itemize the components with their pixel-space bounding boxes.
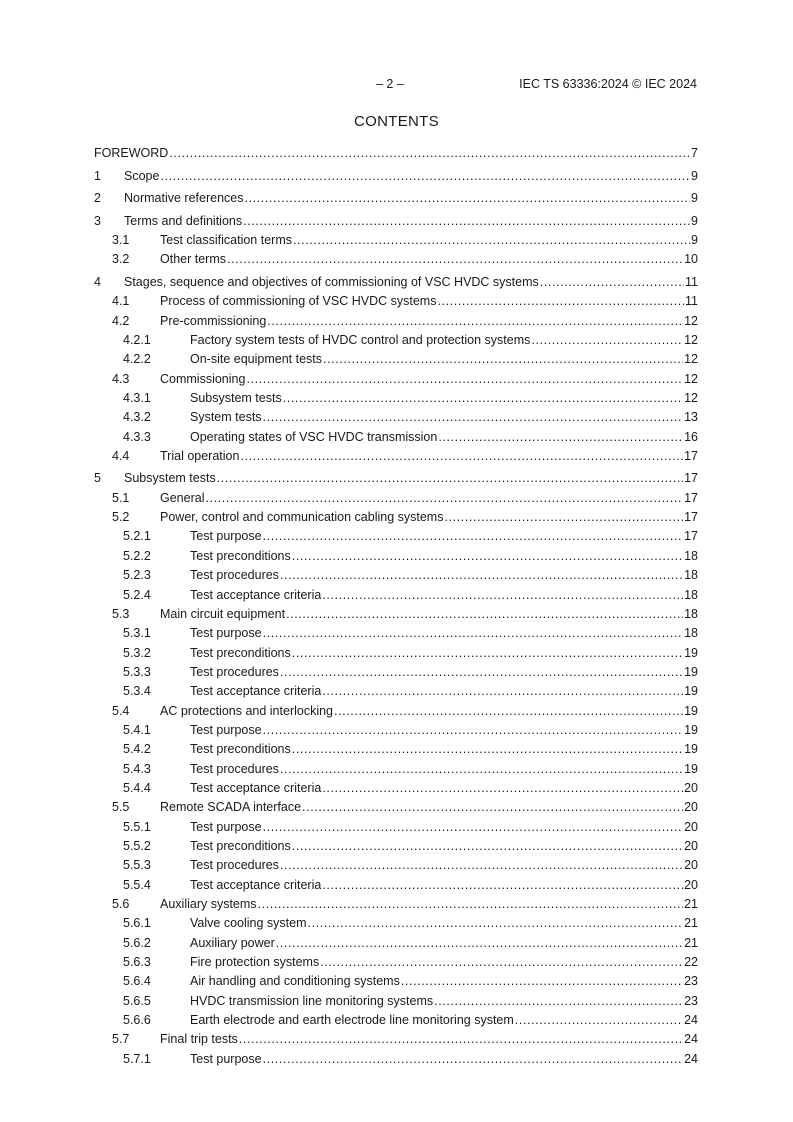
dot-leader	[322, 683, 683, 699]
toc-entry[interactable]	[94, 780, 698, 799]
toc-entry-number: 5.1	[112, 490, 130, 505]
dot-leader	[227, 251, 683, 267]
toc-entry-page[interactable]: 13	[684, 410, 698, 425]
dot-leader	[323, 351, 683, 367]
toc-entry-page[interactable]: 19	[684, 761, 698, 776]
toc-entry-title[interactable]: Test purpose	[190, 529, 262, 544]
toc-entry[interactable]	[94, 448, 698, 467]
toc-entry-number: 5.6.4	[123, 974, 151, 989]
toc-entry[interactable]	[94, 429, 698, 448]
toc-entry-number: 5.5.4	[123, 877, 151, 892]
toc-entry[interactable]	[94, 722, 698, 741]
toc-entry[interactable]	[94, 145, 698, 164]
toc-entry-title[interactable]: System tests	[190, 410, 262, 425]
dot-leader	[531, 332, 683, 348]
toc-entry-page[interactable]: 17	[684, 510, 698, 525]
dot-leader	[286, 606, 683, 622]
dot-leader	[334, 703, 683, 719]
toc-entry[interactable]	[94, 954, 698, 973]
toc-entry-page[interactable]: 19	[684, 742, 698, 757]
dot-leader	[293, 232, 690, 248]
toc-entry-page[interactable]: 20	[684, 838, 698, 853]
dot-leader	[437, 293, 684, 309]
toc-entry-title[interactable]: Test procedures	[190, 761, 279, 776]
toc-entry-title[interactable]: Test preconditions	[190, 742, 291, 757]
toc-entry[interactable]	[94, 1031, 698, 1050]
dot-leader	[169, 145, 690, 161]
toc-entry-number: 5.5.2	[123, 838, 151, 853]
dot-leader	[280, 857, 683, 873]
dot-leader	[243, 213, 690, 229]
standard-reference: IEC TS 63336:2024 © IEC 2024	[519, 77, 697, 91]
toc-entry-number: 5.4.2	[123, 742, 151, 757]
toc-entry-page[interactable]: 20	[684, 877, 698, 892]
toc-entry-title[interactable]: Test classification terms	[160, 232, 292, 247]
toc-entry[interactable]	[94, 915, 698, 934]
toc-entry-page[interactable]: 9	[691, 191, 698, 206]
toc-entry-title[interactable]: Auxiliary systems	[160, 897, 257, 911]
toc-entry-page[interactable]: 23	[684, 993, 698, 1008]
toc-entry[interactable]	[94, 293, 698, 312]
dot-leader	[245, 190, 691, 206]
toc-entry[interactable]	[94, 877, 698, 896]
toc-entry[interactable]	[94, 761, 698, 780]
toc-entry-page[interactable]: 9	[691, 232, 698, 247]
toc-entry[interactable]	[94, 935, 698, 954]
dot-leader	[263, 409, 684, 425]
toc-entry-title[interactable]: Operating states of VSC HVDC transmission	[190, 429, 438, 444]
toc-entry-title[interactable]: Main circuit equipment	[160, 606, 286, 621]
toc-entry-page[interactable]: 20	[684, 819, 698, 834]
toc-entry-number: 3.1	[112, 232, 130, 247]
toc-entry[interactable]	[94, 587, 698, 606]
dot-leader	[239, 1031, 683, 1047]
dot-leader	[401, 973, 683, 989]
toc-entry-number: 4.2	[112, 313, 130, 328]
toc-entry-page[interactable]: 19	[684, 703, 698, 718]
toc-entry-title[interactable]: Test preconditions	[190, 548, 291, 563]
toc-entry-page[interactable]: 20	[684, 800, 698, 815]
dot-leader	[263, 625, 684, 641]
dot-leader	[240, 448, 683, 464]
toc-entry[interactable]	[94, 819, 698, 838]
toc-entry-title[interactable]: Scope	[124, 168, 160, 183]
toc-entry-number: 2	[94, 191, 101, 206]
toc-entry-title[interactable]: General	[160, 490, 205, 505]
toc-entry-page[interactable]: 12	[684, 352, 698, 367]
toc-entry-page[interactable]: 12	[684, 390, 698, 405]
toc-entry-number: 4.3	[112, 371, 130, 386]
toc-entry-number: 5.5	[112, 800, 130, 815]
toc-entry-page[interactable]: 18	[684, 626, 698, 641]
toc-entry[interactable]	[94, 838, 698, 857]
toc-entry-number: 1	[94, 168, 101, 183]
toc-entry-title[interactable]: Test purpose	[190, 1051, 262, 1066]
toc-entry-page[interactable]: 17	[684, 471, 698, 486]
toc-entry[interactable]	[94, 973, 698, 992]
toc-entry-page[interactable]: 24	[684, 1032, 698, 1047]
toc-entry-page[interactable]: 9	[691, 213, 698, 228]
toc-entry[interactable]	[94, 332, 698, 351]
dot-leader	[292, 548, 683, 564]
dot-leader	[438, 429, 683, 445]
toc-entry-number: 3.2	[112, 252, 130, 267]
toc-entry-page[interactable]: 21	[684, 935, 698, 950]
toc-entry-title[interactable]: Auxiliary power	[190, 935, 275, 950]
toc-entry-number: 4.4	[112, 448, 130, 463]
toc-entry-number: 4.3.3	[123, 429, 151, 444]
toc-entry[interactable]	[94, 274, 698, 293]
toc-entry-page[interactable]: 24	[684, 1013, 698, 1028]
toc-entry-title[interactable]: Air handling and conditioning systems	[190, 974, 400, 989]
toc-entry[interactable]	[94, 409, 698, 428]
toc-entry[interactable]	[94, 1051, 698, 1070]
toc-entry[interactable]	[94, 313, 698, 332]
toc-entry-title[interactable]: Subsystem tests	[190, 390, 282, 405]
toc-entry-title[interactable]: Other terms	[160, 252, 226, 267]
toc-entry-title[interactable]: Test purpose	[190, 626, 262, 641]
toc-entry-title[interactable]: Test procedures	[190, 858, 279, 873]
toc-entry-title[interactable]: Process of commissioning of VSC HVDC systems	[160, 294, 437, 309]
dot-leader	[267, 313, 683, 329]
toc-entry[interactable]	[94, 645, 698, 664]
toc-entry-page[interactable]: 20	[684, 780, 698, 795]
toc-entry-number: 4.3.1	[123, 390, 151, 405]
toc-entry[interactable]	[94, 390, 698, 409]
dot-leader	[280, 761, 683, 777]
dot-leader	[540, 274, 684, 290]
dot-leader	[276, 935, 683, 951]
toc-entry-page[interactable]: 20	[684, 858, 698, 873]
toc-entry-title[interactable]: On-site equipment tests	[190, 352, 323, 367]
toc-entry-title[interactable]: Pre-commissioning	[160, 313, 267, 328]
toc-entry[interactable]	[94, 528, 698, 547]
toc-entry-title[interactable]: Stages, sequence and objectives of commissioning of VSC HVDC systems	[124, 274, 539, 289]
toc-entry-number: 5.5.1	[123, 819, 151, 834]
toc-entry-number: 5.2.3	[123, 568, 151, 583]
dot-leader	[322, 587, 683, 603]
dot-leader	[217, 470, 683, 486]
dot-leader	[302, 799, 683, 815]
toc-entry[interactable]	[94, 371, 698, 390]
dot-leader	[280, 664, 683, 680]
toc-entry-number: 5.2.2	[123, 548, 151, 563]
toc-entry-page[interactable]: 17	[684, 490, 698, 505]
toc-entry-page[interactable]: 21	[684, 897, 698, 911]
toc-entry-number: 4.2.1	[123, 332, 151, 347]
toc-entry-title[interactable]: Test procedures	[190, 568, 279, 583]
page-title: CONTENTS	[354, 113, 439, 130]
toc-entry-title[interactable]: Test acceptance criteria	[190, 780, 322, 795]
toc-entry[interactable]	[94, 664, 698, 683]
toc-entry[interactable]	[94, 490, 698, 509]
toc-entry[interactable]	[94, 190, 698, 209]
toc-entry-number: 5.4.1	[123, 722, 151, 737]
toc-entry-title[interactable]: Test acceptance criteria	[190, 684, 322, 699]
toc-entry-page[interactable]: 12	[684, 371, 698, 386]
toc-entry-title[interactable]: Fire protection systems	[190, 955, 320, 970]
toc-entry-title[interactable]: AC protections and interlocking	[160, 703, 334, 718]
toc-entry[interactable]	[94, 741, 698, 760]
toc-entry[interactable]	[94, 548, 698, 567]
toc-entry[interactable]	[94, 509, 698, 528]
toc-entry-title[interactable]: Commissioning	[160, 371, 246, 386]
toc-entry[interactable]	[94, 251, 698, 270]
toc-entry[interactable]	[94, 703, 698, 722]
toc-entry-title[interactable]: Test acceptance criteria	[190, 877, 322, 892]
toc-entry-page[interactable]: 17	[684, 529, 698, 544]
toc-entry-page[interactable]: 12	[684, 332, 698, 347]
dot-leader	[444, 509, 683, 525]
toc-entry-page[interactable]: 23	[684, 974, 698, 989]
toc-entry[interactable]	[94, 213, 698, 232]
toc-entry-number: 5.3	[112, 606, 130, 621]
dot-leader	[263, 722, 684, 738]
dot-leader	[263, 1051, 684, 1067]
toc-entry-title[interactable]: Test preconditions	[190, 645, 291, 660]
toc-entry-page[interactable]: 17	[684, 448, 698, 463]
toc-entry-title[interactable]: Test purpose	[190, 819, 262, 834]
dot-leader	[263, 528, 684, 544]
dot-leader	[322, 877, 683, 893]
toc-entry-page[interactable]: 9	[691, 168, 698, 183]
toc-entry-title[interactable]: Test purpose	[190, 722, 262, 737]
toc-entry-number: 5.2.4	[123, 587, 151, 602]
toc-entry-title[interactable]: Trial operation	[160, 448, 240, 463]
toc-entry-number: 4.2.2	[123, 352, 151, 367]
toc-entry-page[interactable]: 11	[685, 274, 698, 289]
toc-entry-number: 4	[94, 274, 101, 289]
toc-entry-number: 5.7.1	[123, 1051, 151, 1066]
toc-entry-title[interactable]: Valve cooling system	[190, 916, 307, 931]
dot-leader	[322, 780, 683, 796]
toc-entry-number: 5.2.1	[123, 529, 151, 544]
toc-entry-number: 5.4.3	[123, 761, 151, 776]
toc-entry-page[interactable]: 18	[684, 606, 698, 621]
toc-entry-page[interactable]: 19	[684, 722, 698, 737]
toc-entry-number: 5.6.3	[123, 955, 151, 970]
toc-entry-number: 5	[94, 471, 101, 486]
toc-entry-number: 5.6.1	[123, 916, 151, 931]
toc-entry-title[interactable]: Test preconditions	[190, 838, 291, 853]
toc-entry-page[interactable]: 18	[684, 548, 698, 563]
toc-entry-page[interactable]: 16	[684, 429, 698, 444]
dot-leader	[205, 490, 683, 506]
toc-entry-page[interactable]: 24	[684, 1051, 698, 1066]
toc-entry[interactable]	[94, 683, 698, 702]
toc-entry-number: 5.7	[112, 1032, 130, 1047]
toc-entry-number: 5.4.4	[123, 780, 151, 795]
toc-entry[interactable]	[94, 168, 698, 187]
toc-entry[interactable]	[94, 606, 698, 625]
toc-entry-page[interactable]: 10	[684, 252, 698, 267]
dot-leader	[258, 896, 684, 912]
dot-leader	[308, 915, 684, 931]
toc-entry-title[interactable]: Test procedures	[190, 664, 279, 679]
dot-leader	[280, 567, 683, 583]
dot-leader	[292, 838, 683, 854]
toc-entry-page[interactable]: 18	[684, 568, 698, 583]
toc-entry-number: 4.1	[112, 294, 130, 309]
dot-leader	[292, 741, 683, 757]
toc-entry-number: 5.3.4	[123, 684, 151, 699]
toc-entry-number: 5.6.2	[123, 935, 151, 950]
toc-entry-number: 5.3.3	[123, 664, 151, 679]
toc-entry-title[interactable]: Earth electrode and earth electrode line monitoring system	[190, 1013, 514, 1028]
dot-leader	[320, 954, 683, 970]
toc-entry-title[interactable]: Terms and definitions	[124, 213, 243, 228]
toc-entry-title[interactable]: Test acceptance criteria	[190, 587, 322, 602]
toc-entry-title[interactable]: HVDC transmission line monitoring systems	[190, 993, 434, 1008]
toc-entry-title[interactable]: Factory system tests of HVDC control and protection systems	[190, 332, 531, 347]
toc-entry-number: 3	[94, 213, 101, 228]
toc-entry[interactable]	[94, 232, 698, 251]
toc-entry-page[interactable]: 18	[684, 587, 698, 602]
dot-leader	[246, 371, 683, 387]
toc-entry-page[interactable]: 22	[684, 955, 698, 970]
dot-leader	[292, 645, 683, 661]
toc-entry-title[interactable]: Remote SCADA interface	[160, 800, 302, 815]
toc-entry-title[interactable]: Power, control and communication cabling systems	[160, 510, 444, 525]
toc-entry-page[interactable]: 11	[685, 294, 698, 309]
toc-entry-page[interactable]: 19	[684, 645, 698, 660]
toc-entry[interactable]	[94, 470, 698, 489]
toc-entry-page[interactable]: 19	[684, 684, 698, 699]
dot-leader	[434, 993, 683, 1009]
toc-entry-page[interactable]: 12	[684, 313, 698, 328]
toc-entry-page[interactable]: 19	[684, 664, 698, 679]
page-marker: – 2 –	[376, 77, 404, 91]
toc-entry-number: 5.4	[112, 703, 130, 718]
toc-entry-title[interactable]: Subsystem tests	[124, 471, 216, 486]
toc-entry-number: 5.3.1	[123, 626, 151, 641]
toc-entry-number: 5.2	[112, 510, 130, 525]
toc-entry[interactable]	[94, 993, 698, 1012]
toc-entry[interactable]	[94, 1012, 698, 1031]
toc-entry[interactable]	[94, 857, 698, 876]
toc-entry-number: 5.6.5	[123, 993, 151, 1008]
dot-leader	[263, 819, 684, 835]
toc-entry[interactable]	[94, 351, 698, 370]
toc-entry-number: 5.3.2	[123, 645, 151, 660]
toc-entry[interactable]	[94, 567, 698, 586]
dot-leader	[515, 1012, 683, 1028]
dot-leader	[160, 168, 690, 184]
toc-entry[interactable]	[94, 625, 698, 644]
toc-entry-number: 5.5.3	[123, 858, 151, 873]
toc-entry[interactable]	[94, 799, 698, 818]
toc-entry-page[interactable]: 21	[684, 916, 698, 931]
toc-entry-number: 5.6.6	[123, 1013, 151, 1028]
toc-entry-number: 4.3.2	[123, 410, 151, 425]
toc-entry-page[interactable]: 7	[691, 146, 698, 160]
toc-entry[interactable]	[94, 896, 698, 915]
dot-leader	[283, 390, 683, 406]
toc-entry-title[interactable]: FOREWORD	[94, 146, 169, 160]
toc-entry-title[interactable]: Normative references	[124, 191, 244, 206]
table-of-contents	[94, 145, 698, 1070]
toc-entry-title[interactable]: Final trip tests	[160, 1032, 238, 1047]
toc-entry-number: 5.6	[112, 897, 130, 911]
